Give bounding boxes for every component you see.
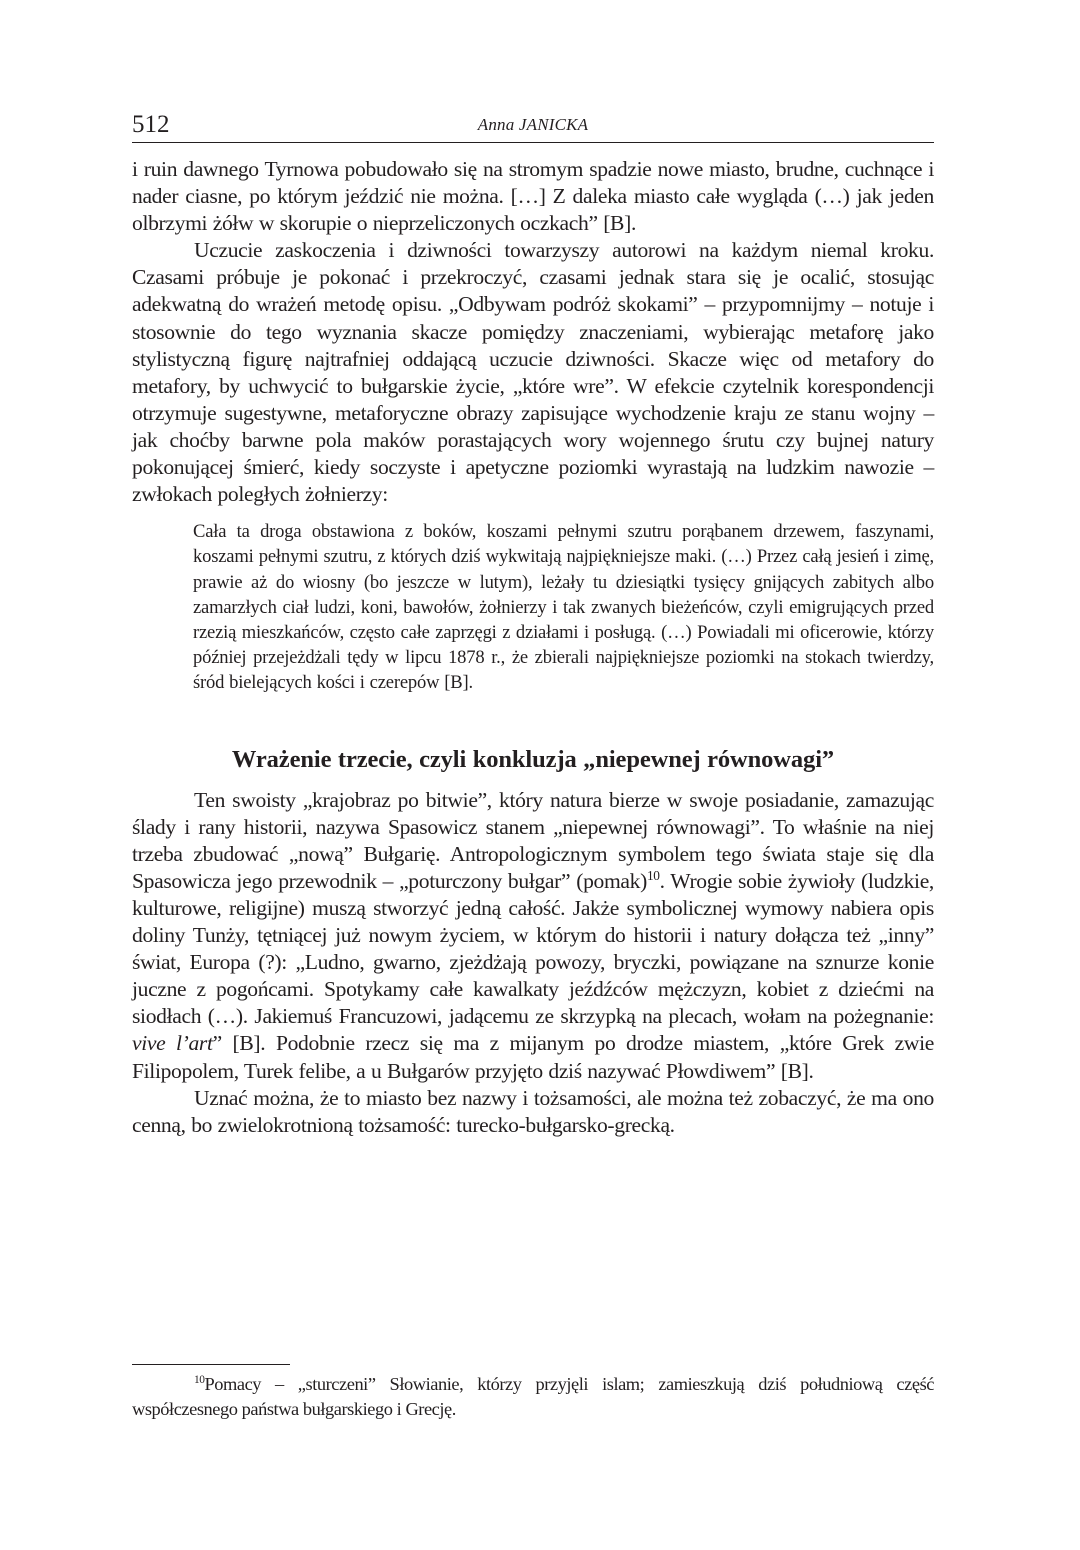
paragraph-text: ” [B]. Podobnie rzecz się ma z mijanym po drodze miastem, „które Grek zwie Filipopolem, Turek felibe, a u Bułgarów przyjęto dziś nazywać Płowdiwem” [B]. [132,1031,934,1083]
paragraph-text: . Wrogie sobie żywioły (ludzkie, kulturowe, religijne) muszą stworzyć jedną całość. Jakże symbolicznej wymowy nabiera opis doliny Tunży, tętniącej już nowym życiem, w którym do historii i natury dołącza też „inny” świat, Europa (?): „Ludno, gwarno, zjeżdżają powozy, bryczki, powiązane na sznurze konie juczne z pogońcami. Spotykamy całe kawalkaty jeźdźców mężczyzn, kobiet z dziećmi na siodłach (…). Jakiemuś Francuzowi, jadącemu ze skrzypką na plecach, wołam na pożegnanie: [132,868,934,1029]
italic-phrase: vive l’art [132,1031,213,1056]
section-heading: Wrażenie trzecie, czyli konkluzja „niepewnej równowagi” [231,745,835,773]
footnote-text: Pomacy – „sturczeni” Słowianie, którzy przyjęli islam; zamieszkują dziś południową część współczesnego państwa bułgarskiego i Grecję. [132,1374,934,1419]
footnotes [132,1372,934,1422]
paragraph: Uczucie zaskoczenia i dziwności towarzyszy autorowi na każdym niemal kroku. Czasami próbuje je pokonać i przekroczyć, czasami jednak stara się je ocalić, stosując adekwatną do wrażeń metodę opisu. „Odbywam podróż skokami” – przypomnijmy – notuje i stosownie do tego wyznania skacze pomiędzy znaczeniami, wybierając metaforę jako stylistyczną figurę najtrafniej oddającą uczucie dziwności. Skacze więc od metafory do metafory, by uchwycić to bułgarskie życie, „które wre”. W efekcie czytelnik korespondencji otrzymuje sugestywne, metaforyczne obrazy zapisujące wychodzenie kraju ze stanu wojny – jak choćby barwne pola maków porastających wory wojennego śrutu czy bujnej natury pokonującej śmierć, kiedy soczyste i apetyczne poziomki wyrastają na ludzkim nawozie – zwłokach poległych żołnierzy: [132,238,934,507]
footnote [132,1372,934,1422]
footnote-ref[interactable]: 10 [646,867,660,883]
paragraph [132,787,934,1085]
footnote-number: 10 [194,1373,205,1386]
running-title: Anna JANICKA [477,115,589,134]
block-quote: Cała ta droga obstawiona z boków, koszami pełnymi szutru porąbanem drzewem, faszynami, koszami pełnymi szutru, z których dziś wykwitają najpiękniejsze maki. (…) Przez całą jesień i zimę, prawie aż do wiosny (bo jeszcze w lutym), leżały tu dziesiątki tysięcy gnijących zabitych albo zamarzłych ciał ludzi, koni, bawołów, żołnierzy i tak zwanych bieżeńców, czyli emigrujących przed rzezią mieszkańców, często całe zaprzęgi z działami i posługą. (…) Powiadali mi oficerowie, którzy później przejeżdżali tędy w lipcu 1878 r., że zbierali najpiękniejsze poziomki na stokach twierdzy, śród bielejących kości i czerepów [B]. [193,521,934,694]
page-number: 512 [132,111,170,138]
body-text [132,156,934,1139]
footnote-divider [132,1364,290,1365]
running-head [132,108,934,143]
page [132,108,934,1139]
paragraph: Uznać można, że to miasto bez nazwy i tożsamości, ale można też zobaczyć, że ma ono cenną, bo zwielokrotnioną tożsamość: turecko-bułgarsko-grecką. [132,1085,934,1137]
paragraph-text: Ten swoisty „krajobraz po bitwie”, który natura bierze w swoje posiadanie, zamazując ślady i rany historii, nazywa Spasowicz stanem „niepewnej równowagi”. To właśnie na niej trzeba zbudować „nową” Bułgarię. Antropologicznym symbolem tego świata staje się dla Spasowicza jego przewodnik – „poturczony bułgar” (pomak) [132,787,934,893]
paragraph-continued: i ruin dawnego Tyrnowa pobudowało się na stromym spadzie nowe miasto, brudne, cuchnące i nader ciasne, po którym jeździć nie można. […] Z daleka miasto całe wygląda (…) jak jeden olbrzymi żółw w skorupie o nieprzeliczonych oczkach” [B]. [132,157,934,236]
